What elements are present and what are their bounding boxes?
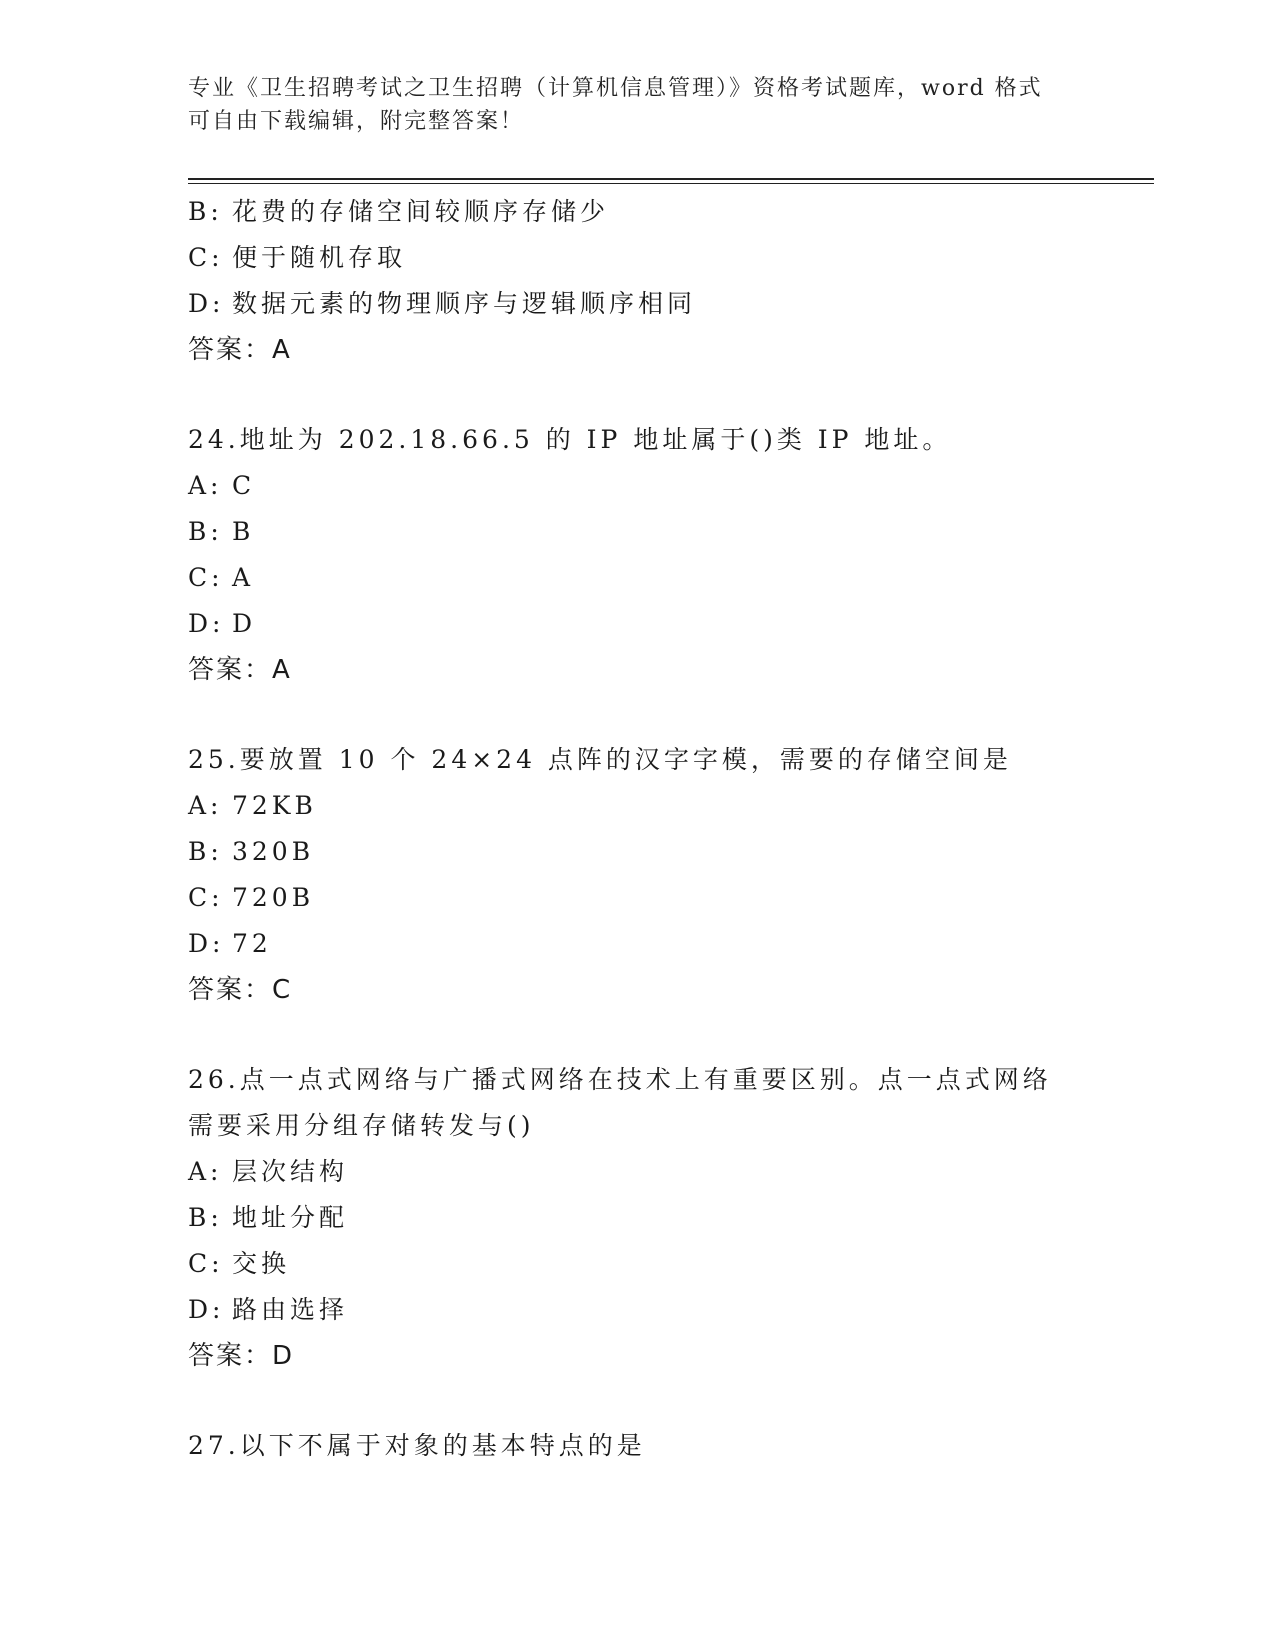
option-a xyxy=(188,1149,1088,1195)
option-b xyxy=(188,189,1088,235)
question-stem: 25.要放置 10 个 24×24 点阵的汉字字模，需要的存储空间是 xyxy=(188,745,1012,774)
option-text: 72 xyxy=(232,929,272,958)
option-letter: B: xyxy=(188,197,223,226)
option-letter: C: xyxy=(188,883,224,912)
question-24 xyxy=(188,417,1088,693)
answer-line: 答案：C xyxy=(188,975,293,1005)
header-title-line-2: 可自由下载编辑，附完整答案！ xyxy=(188,109,525,134)
header-divider xyxy=(188,178,1154,184)
answer-line: 答案：A xyxy=(188,335,292,365)
option-letter: A: xyxy=(188,471,223,500)
option-letter: C: xyxy=(188,563,224,592)
option-letter: B: xyxy=(188,837,223,866)
option-letter: D: xyxy=(188,1295,225,1324)
option-text: 320B xyxy=(232,837,315,866)
option-letter: B: xyxy=(188,1203,223,1232)
answer-line: 答案：A xyxy=(188,655,292,685)
option-c xyxy=(188,875,1088,921)
option-text: 交换 xyxy=(232,1249,291,1278)
option-letter: A: xyxy=(188,791,223,820)
question-23-continued xyxy=(188,189,1088,373)
option-text: 720B xyxy=(232,883,315,912)
option-letter: C: xyxy=(188,243,224,272)
option-text: 层次结构 xyxy=(232,1157,349,1186)
header-title-line-1: 专业《卫生招聘考试之卫生招聘（计算机信息管理）》资格考试题库，word 格式 xyxy=(188,76,1043,101)
option-letter: C: xyxy=(188,1249,224,1278)
option-text: 花费的存储空间较顺序存储少 xyxy=(232,197,610,226)
spacer xyxy=(188,693,1088,737)
option-text: D xyxy=(232,609,257,638)
question-stem: 27.以下不属于对象的基本特点的是 xyxy=(188,1431,646,1460)
question-25 xyxy=(188,737,1088,1013)
option-letter: D: xyxy=(188,609,225,638)
option-text: 便于随机存取 xyxy=(232,243,407,272)
option-letter: B: xyxy=(188,517,223,546)
question-26 xyxy=(188,1057,1088,1379)
question-stem: 26.点一点式网络与广播式网络在技术上有重要区别。点一点式网络需要采用分组存储转发与() xyxy=(188,1065,1052,1140)
option-text: 数据元素的物理顺序与逻辑顺序相同 xyxy=(232,289,697,318)
option-b xyxy=(188,829,1088,875)
option-letter: A: xyxy=(188,1157,223,1186)
question-list xyxy=(188,189,1088,1469)
option-c xyxy=(188,555,1088,601)
option-text: 72KB xyxy=(232,791,317,820)
option-text: 路由选择 xyxy=(232,1295,349,1324)
option-text: B xyxy=(232,517,255,546)
option-c xyxy=(188,235,1088,281)
option-text: C xyxy=(232,471,256,500)
option-d xyxy=(188,601,1088,647)
spacer xyxy=(188,1013,1088,1057)
option-letter: D: xyxy=(188,929,225,958)
spacer xyxy=(188,1379,1088,1423)
option-text: 地址分配 xyxy=(232,1203,349,1232)
option-a xyxy=(188,463,1088,509)
option-text: A xyxy=(232,563,255,592)
question-27 xyxy=(188,1423,1088,1469)
option-letter: D: xyxy=(188,289,225,318)
option-a xyxy=(188,783,1088,829)
spacer xyxy=(188,373,1088,417)
option-c xyxy=(188,1241,1088,1287)
option-b xyxy=(188,509,1088,555)
option-b xyxy=(188,1195,1088,1241)
question-stem: 24.地址为 202.18.66.5 的 IP 地址属于()类 IP 地址。 xyxy=(188,425,952,454)
option-d xyxy=(188,281,1088,327)
option-d xyxy=(188,921,1088,967)
option-d xyxy=(188,1287,1088,1333)
answer-line: 答案：D xyxy=(188,1341,295,1371)
document-header xyxy=(188,72,1068,138)
